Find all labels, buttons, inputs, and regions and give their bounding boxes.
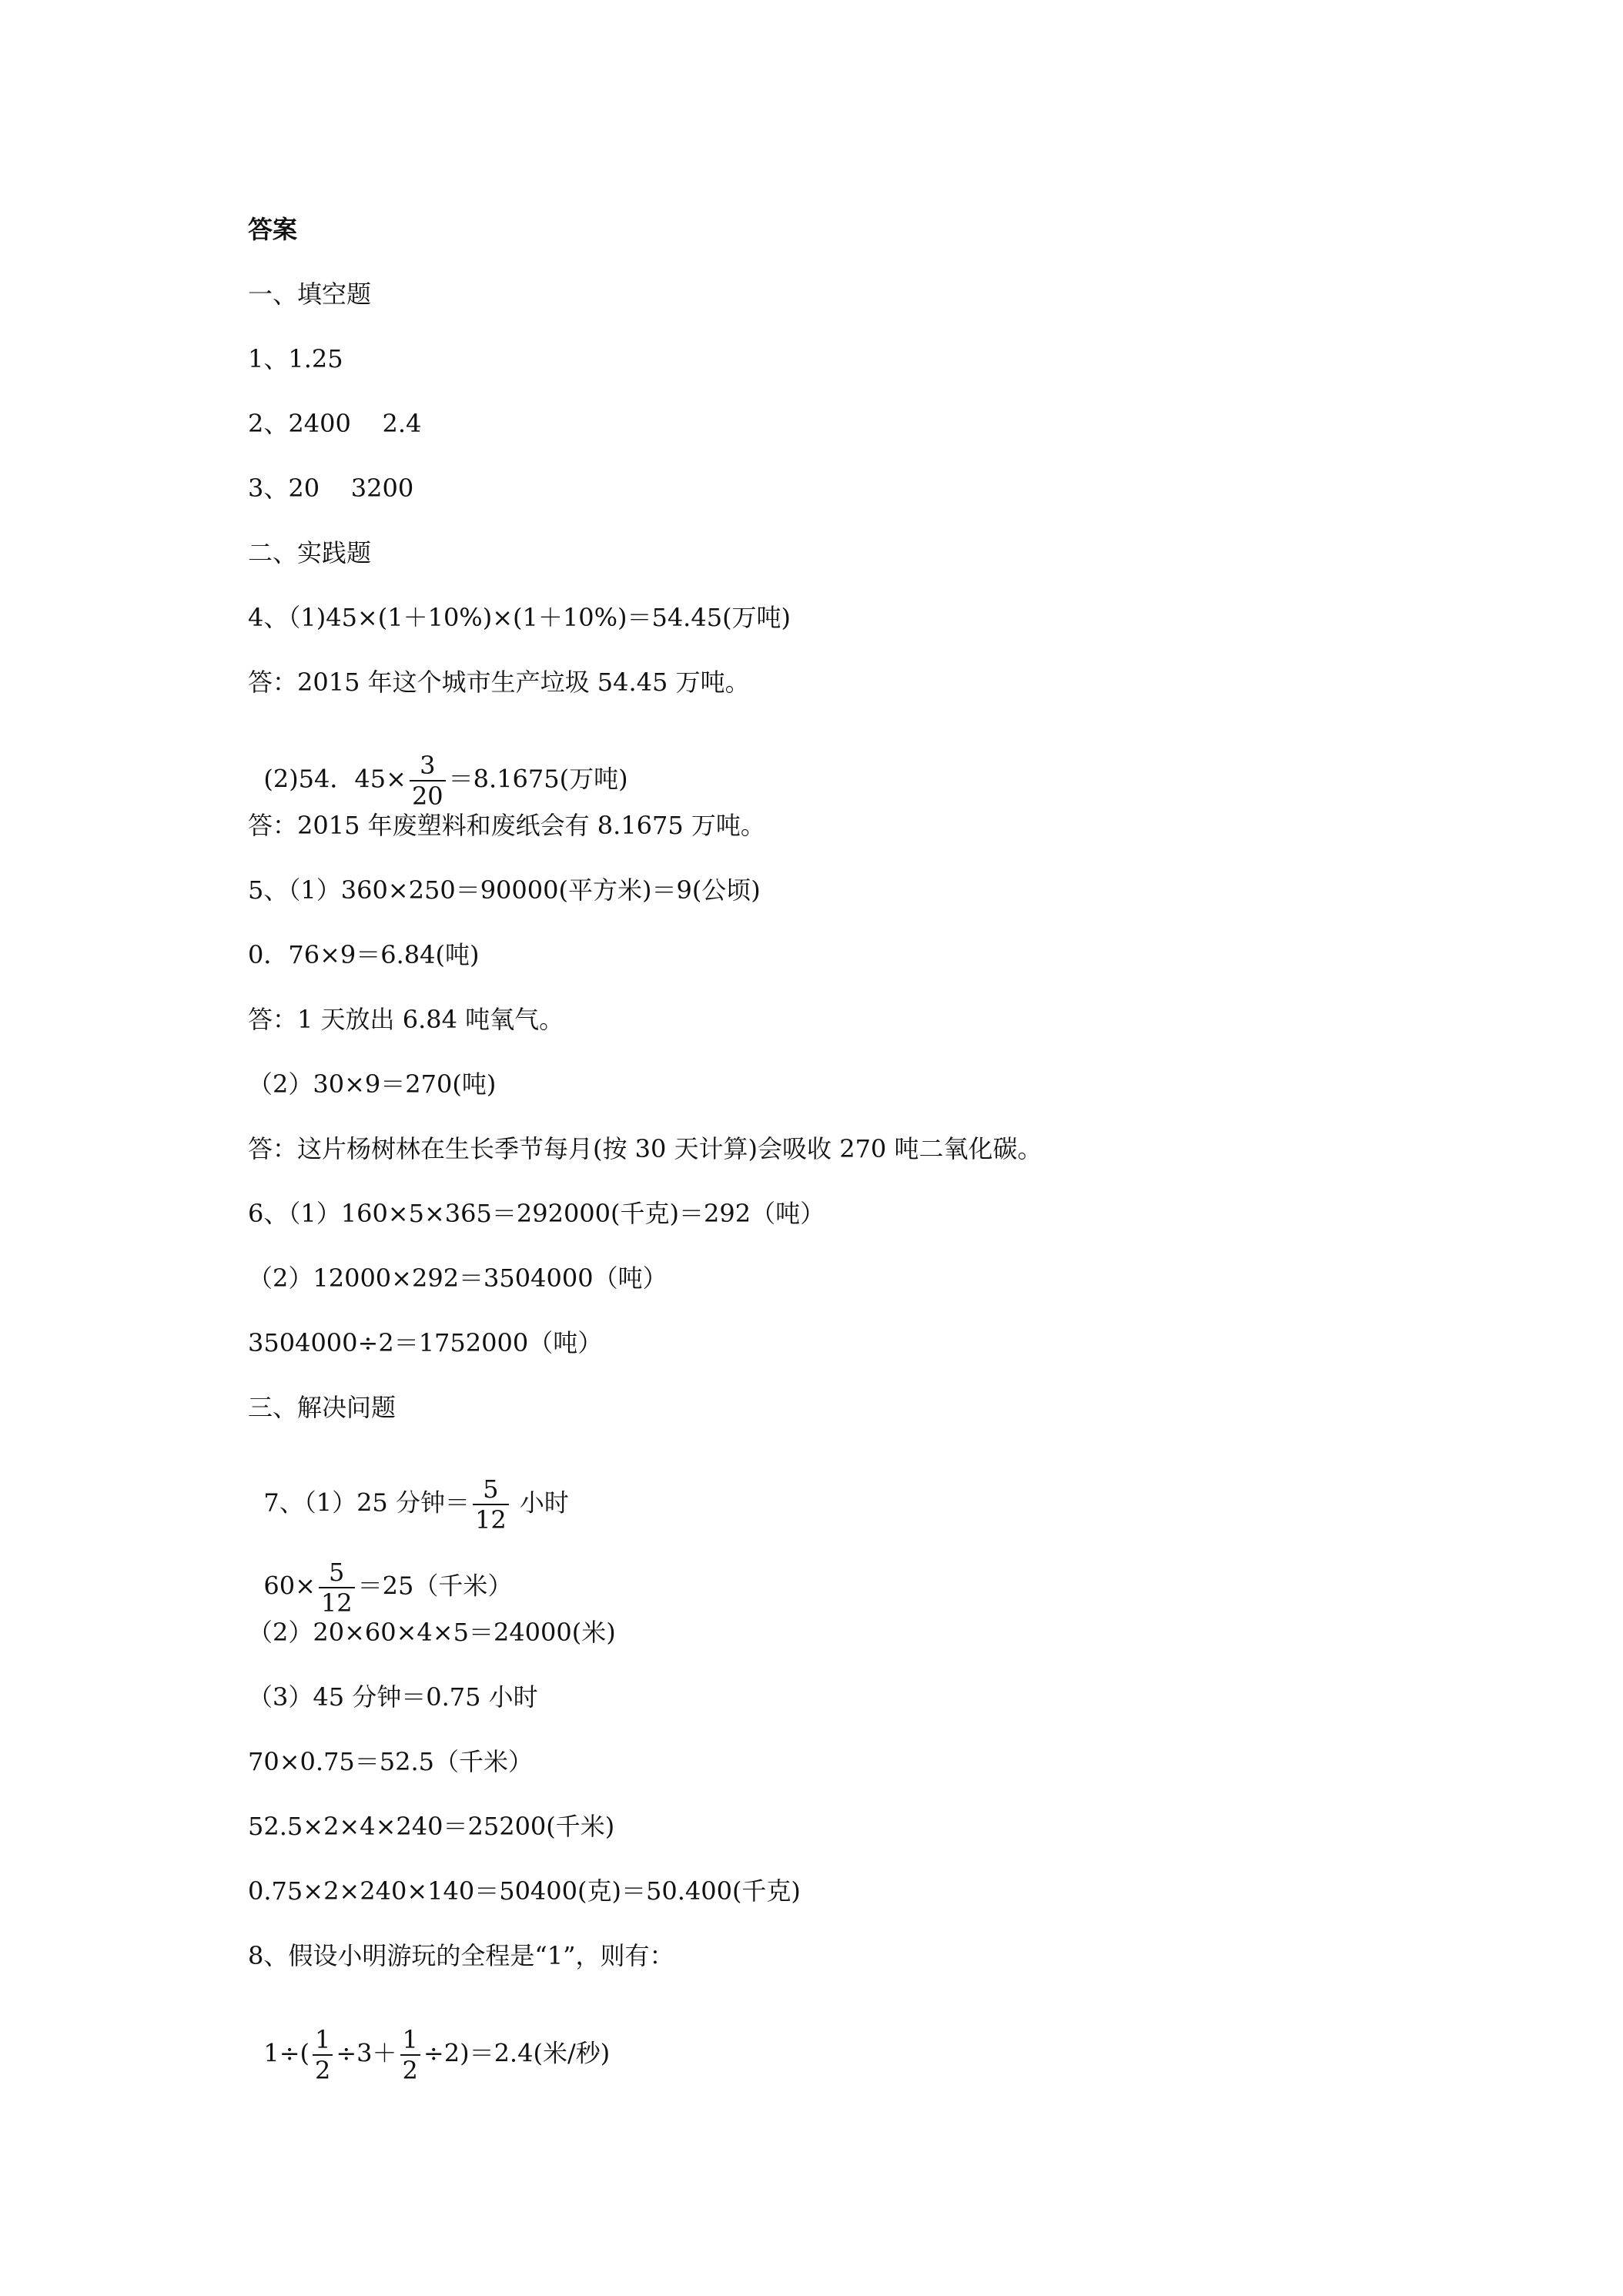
equation-middle: ÷3＋	[336, 2038, 397, 2068]
equation-prefix: 7、（1）25 分钟＝	[263, 1488, 470, 1518]
fraction-numerator: 1	[313, 2025, 333, 2056]
answer-line-7-3: （3）45 分钟＝0.75 小时	[248, 1682, 538, 1712]
fraction-denominator: 12	[320, 1588, 353, 1618]
fraction-numerator: 3	[410, 751, 446, 782]
fraction-numerator: 1	[400, 2025, 420, 2056]
equation-suffix: ＝25（千米）	[357, 1571, 513, 1601]
answer-line-6-2-calc: 3504000÷2＝1752000（吨）	[248, 1328, 603, 1357]
answer-line-4-2-reply: 答：2015 年废塑料和废纸会有 8.1675 万吨。	[248, 811, 765, 840]
answer-line-5-2: （2）30×9＝270(吨)	[248, 1069, 497, 1099]
equation-suffix: ＝8.1675(万吨)	[448, 764, 628, 794]
answer-line-5-2-reply: 答：这片杨树林在生长季节每月(按 30 天计算)会吸收 270 吨二氧化碳。	[248, 1134, 1042, 1163]
answer-line-4-2	[248, 720, 628, 811]
answer-line-6-1: 6、（1）160×5×365＝292000(千克)＝292（吨）	[248, 1199, 825, 1228]
fraction	[319, 1558, 355, 1618]
answer-line-7-3-calc-a: 70×0.75＝52.5（千米）	[248, 1747, 534, 1776]
answer-line-6-2: （2）12000×292＝3504000（吨）	[248, 1263, 668, 1293]
answer-line-8-calc	[248, 1994, 610, 2085]
equation-prefix: (2)54．45×	[263, 764, 407, 794]
section-heading-fill-blank: 一、填空题	[248, 279, 372, 309]
fraction-denominator: 2	[402, 2056, 418, 2085]
equation-prefix: 1÷(	[263, 2038, 310, 2068]
answer-line-7-3-calc-b: 52.5×2×4×240＝25200(千米)	[248, 1812, 615, 1841]
section-heading-practice: 二、实践题	[248, 538, 372, 567]
fraction-denominator: 20	[411, 782, 443, 811]
equation-suffix: ÷2)＝2.4(米/秒)	[423, 2038, 611, 2068]
answer-line-7-1-calc	[248, 1527, 512, 1618]
answer-line-1: 1、1.25	[248, 344, 343, 373]
equation-suffix: 小时	[511, 1488, 569, 1518]
fraction	[313, 2025, 333, 2085]
answer-line-5-1-calc: 0．76×9＝6.84(吨)	[248, 940, 480, 969]
fraction-numerator: 5	[319, 1558, 355, 1588]
fraction	[400, 2025, 420, 2085]
fraction-numerator: 5	[473, 1474, 509, 1505]
answer-line-4-1: 4、（1)45×(1＋10%)×(1＋10%)＝54.45(万吨)	[248, 603, 791, 632]
fraction-denominator: 12	[474, 1505, 507, 1535]
answer-line-7-1	[248, 1444, 569, 1535]
fraction	[473, 1474, 509, 1535]
answer-line-3: 3、20 3200	[248, 474, 414, 503]
equation-prefix: 60×	[263, 1571, 316, 1601]
answer-line-5-1-reply: 答：1 天放出 6.84 吨氧气。	[248, 1005, 564, 1034]
answer-line-7-3-calc-c: 0.75×2×240×140＝50400(克)＝50.400(千克)	[248, 1876, 801, 1906]
section-heading-problems: 三、解决问题	[248, 1393, 397, 1422]
answer-line-8: 8、假设小明游玩的全程是“1”，则有：	[248, 1941, 674, 1970]
fraction-denominator: 2	[315, 2056, 331, 2085]
answer-line-7-2: （2）20×60×4×5＝24000(米)	[248, 1618, 616, 1647]
answer-line-5-1: 5、（1）360×250＝90000(平方米)＝9(公顷)	[248, 875, 761, 905]
fraction	[410, 751, 446, 811]
answer-line-2: 2、2400 2.4	[248, 409, 422, 438]
page-title: 答案	[248, 215, 298, 244]
answer-line-4-1-reply: 答：2015 年这个城市生产垃圾 54.45 万吨。	[248, 668, 750, 697]
